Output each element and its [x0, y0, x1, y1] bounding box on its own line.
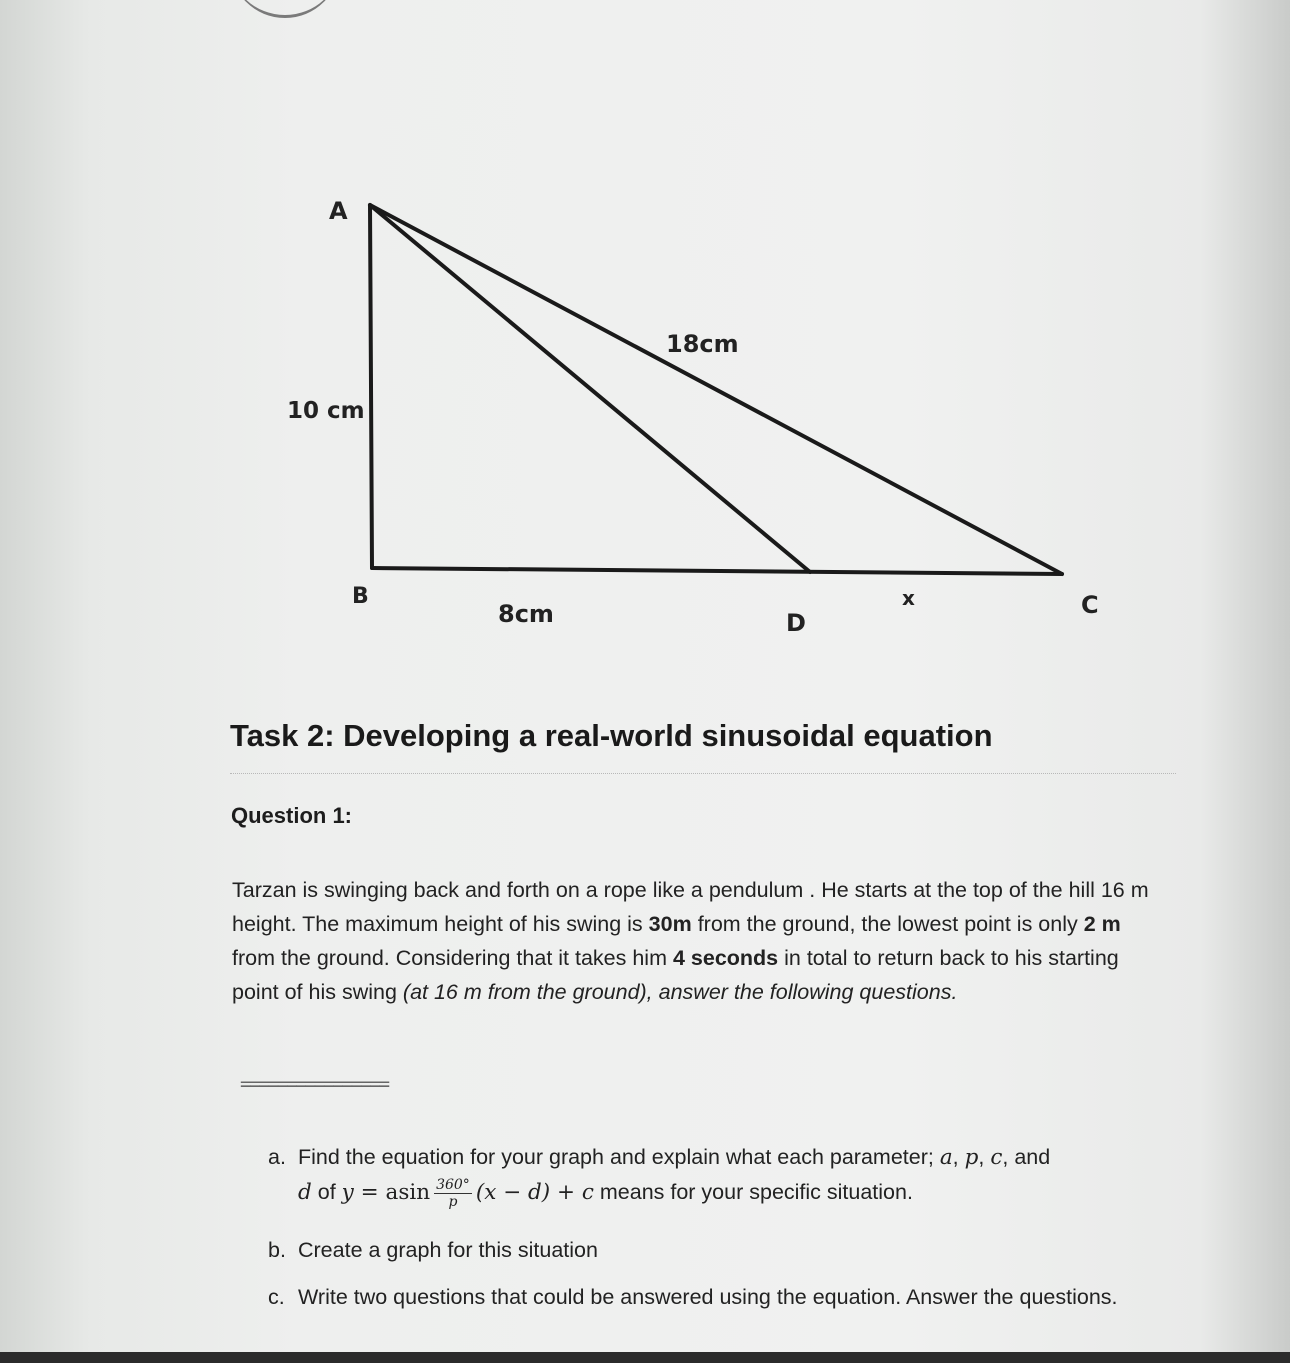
item-a-and: , and [1002, 1145, 1051, 1169]
item-a-end: means for your specific situation. [593, 1180, 913, 1204]
task-title: Task 2: Developing a real-world sinusoidal equation [230, 718, 993, 753]
vertex-d-label: D [786, 609, 806, 637]
question-heading: Question 1: [231, 803, 353, 828]
vertex-c-label: C [1081, 591, 1099, 619]
separator-line: ================ [240, 1073, 388, 1095]
equation-tail: (x − d) + c [475, 1180, 594, 1205]
item-b-marker: b. [268, 1238, 286, 1262]
para-text-4: in total to return back to his starting point of his swing [232, 946, 1119, 1004]
side-BC [372, 568, 1062, 574]
para-bold-period: 4 seconds [672, 946, 779, 970]
side-AD [370, 205, 810, 572]
side-ac-label: 18cm [666, 330, 739, 358]
comma: , [952, 1145, 965, 1169]
param-c: c [990, 1145, 1003, 1170]
fraction-numerator: 360° [436, 1176, 470, 1193]
side-ab-label: 10 cm [287, 398, 365, 424]
vertex-a-label: A [329, 197, 348, 225]
item-a-marker: a. [268, 1145, 286, 1169]
item-a-text: Find the equation for your graph and explain what each parameter; [298, 1145, 940, 1169]
param-d: d [298, 1180, 312, 1205]
vertex-b-label: B [352, 584, 369, 609]
para-italic: (at 16 m from the ground), answer the following questions. [402, 980, 958, 1004]
equation-y: y [341, 1180, 354, 1205]
param-p: p [964, 1145, 979, 1170]
title-divider [230, 773, 1176, 774]
equation-asin: asin [385, 1180, 431, 1205]
side-bd-label: 8cm [498, 600, 554, 628]
fraction-denominator: p [448, 1193, 458, 1210]
item-c-text: Write two questions that could be answered using the equation. Answer the questions. [298, 1285, 1118, 1309]
para-text-1: Tarzan is swinging back and forth on a rope like a pendulum . He starts at the top of the hill 16 m height. The maximum height of his swing is [232, 878, 1149, 936]
question-paragraph [232, 873, 1162, 1009]
list-item-b [268, 1233, 1158, 1267]
list-item-a [268, 1140, 1158, 1210]
equation-fraction [434, 1177, 472, 1210]
comma: , [978, 1145, 991, 1169]
para-bold-lowest: 2 m [1083, 912, 1121, 936]
item-c-marker: c. [268, 1285, 285, 1309]
side-AC [370, 205, 1062, 574]
screen-bezel [0, 1352, 1290, 1363]
item-a-of: of [311, 1180, 342, 1204]
para-text-2: from the ground, the lowest point is only [691, 912, 1084, 936]
side-dc-label: x [902, 586, 915, 610]
side-AB [370, 205, 372, 568]
equation-equals: = [353, 1180, 386, 1205]
para-text-3: from the ground. Considering that it takes him [232, 946, 673, 970]
item-b-text: Create a graph for this situation [298, 1238, 598, 1262]
para-bold-height: 30m [648, 912, 692, 936]
param-a: a [939, 1145, 953, 1170]
list-item-c [268, 1280, 1188, 1314]
